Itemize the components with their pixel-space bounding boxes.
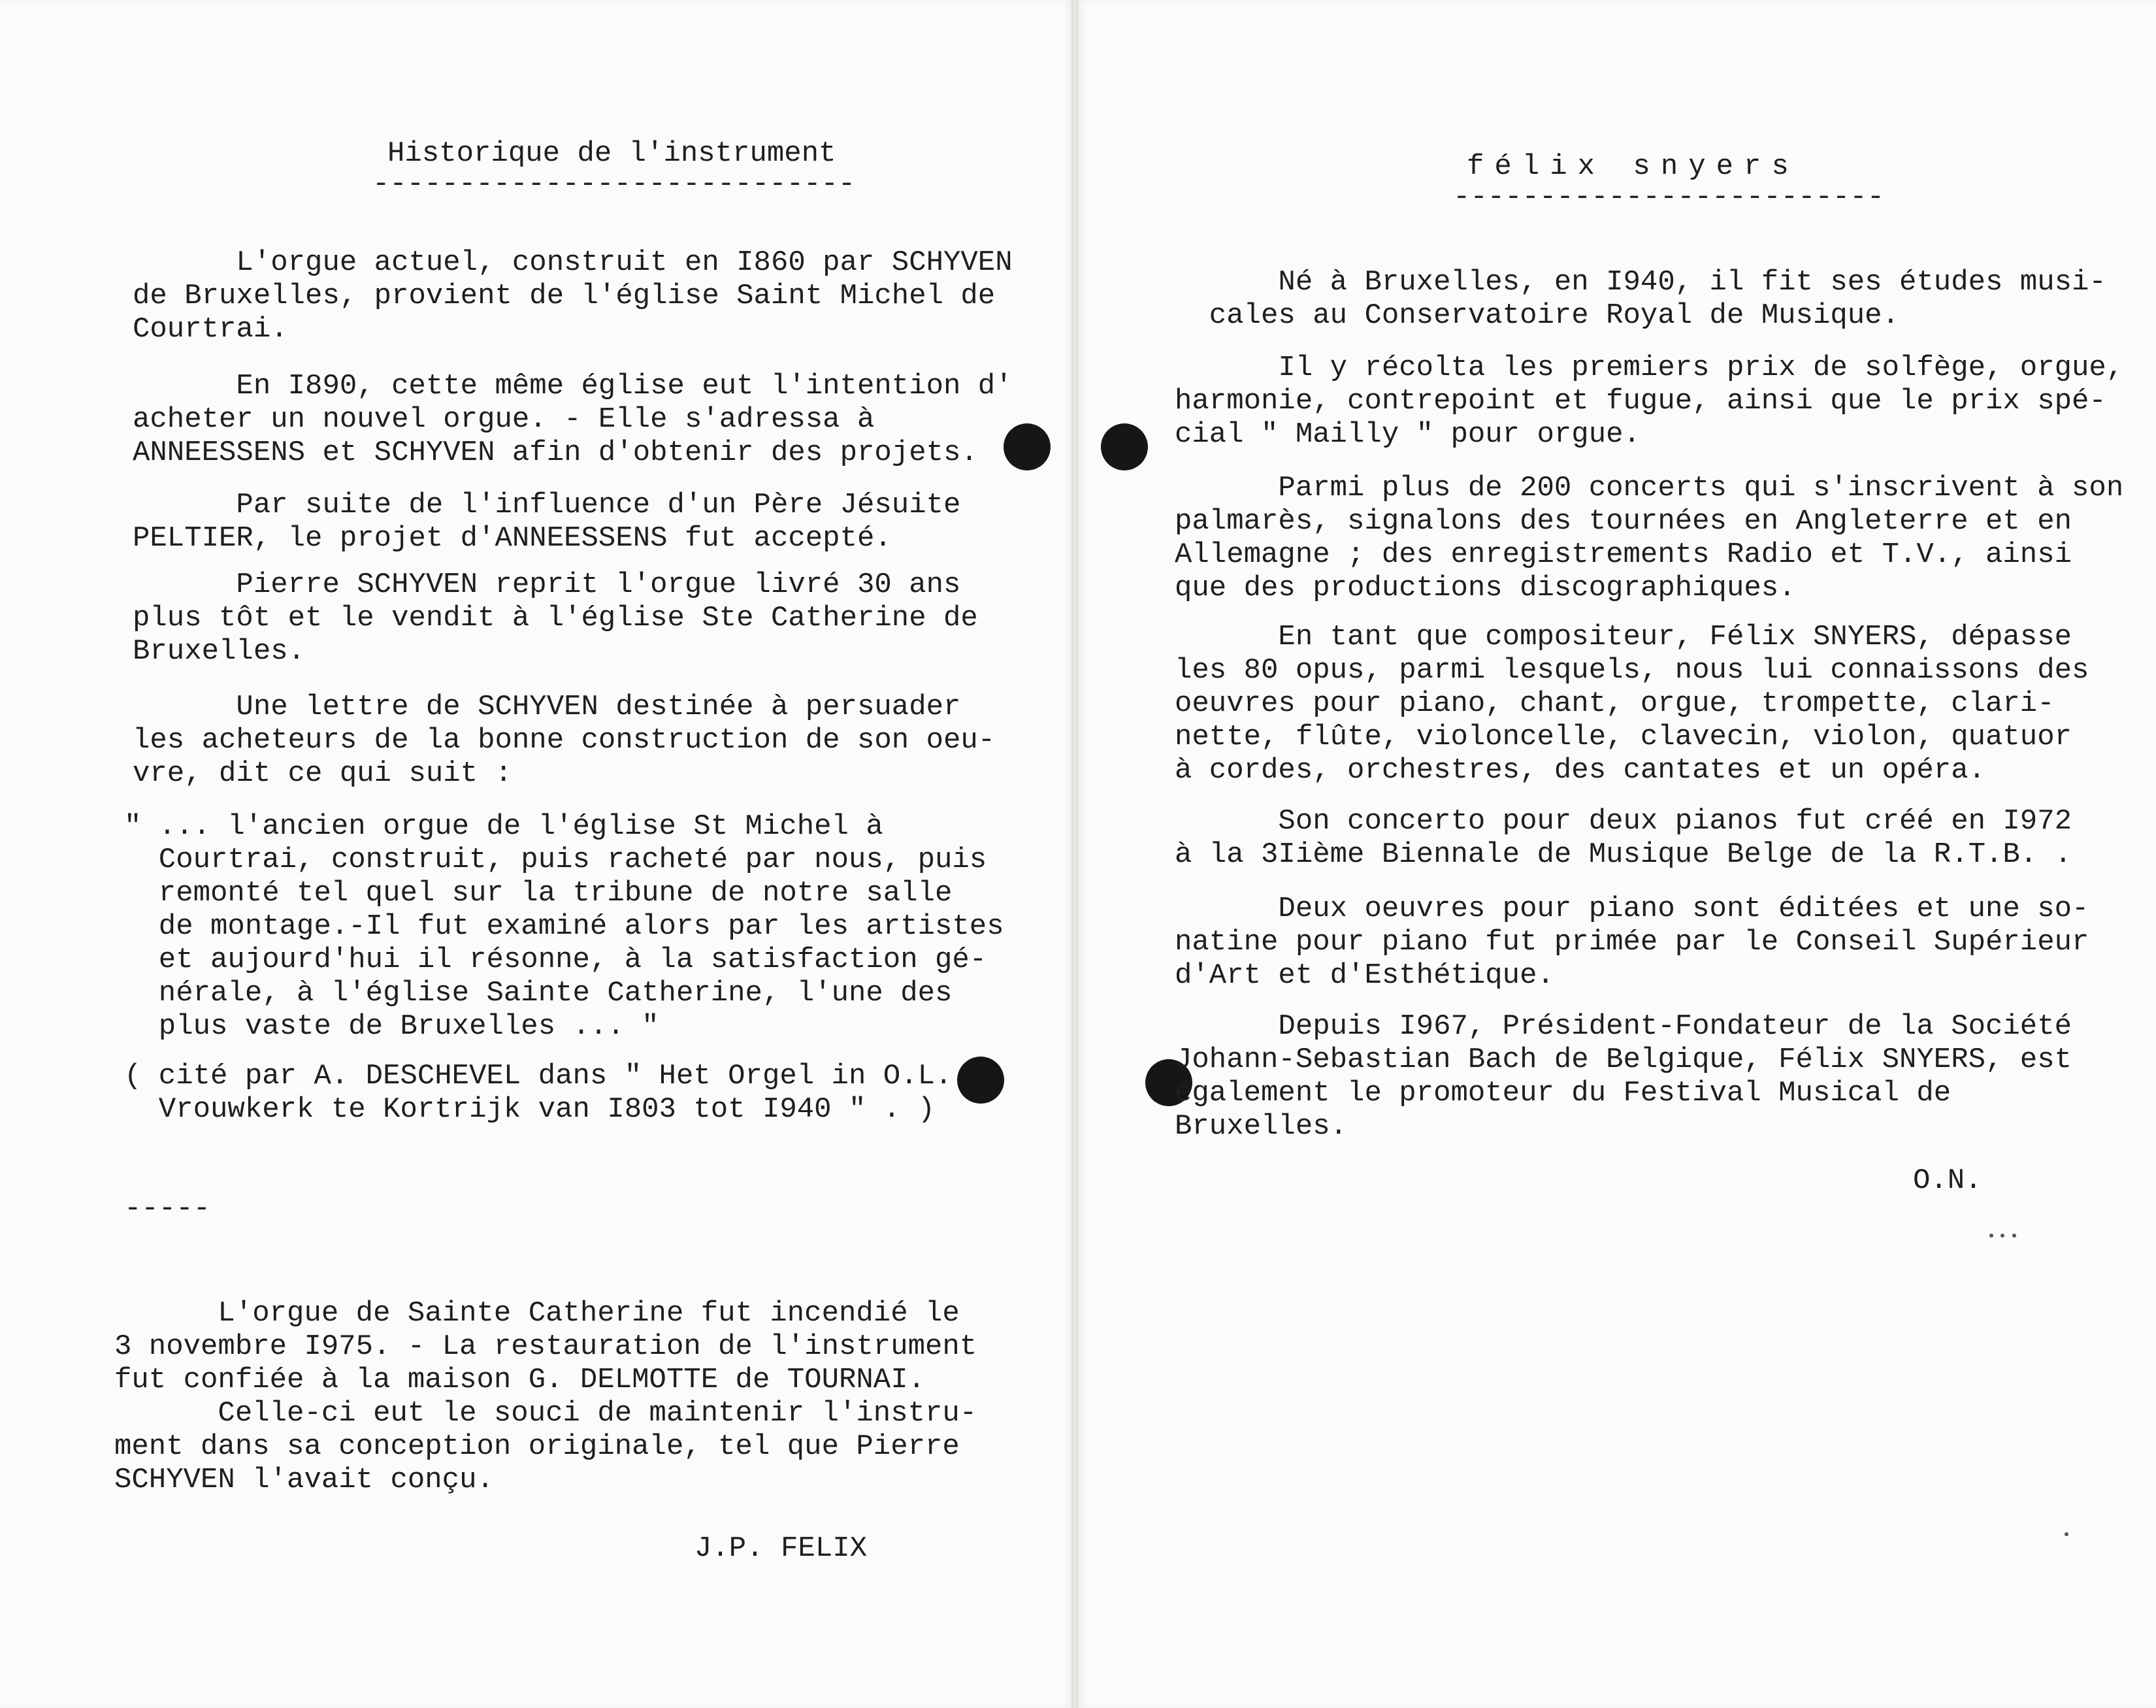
right-line-7: palmarès, signalons des tournées en Angleterre et en: [1175, 505, 2072, 538]
punch-hole: [1101, 423, 1148, 470]
punch-hole: [957, 1057, 1004, 1104]
left-line-6: ANNEESSENS et SCHYVEN afin d'obtenir des projets.: [133, 436, 978, 469]
quote-line-2: Courtrai, construit, puis racheté par nous, puis: [124, 844, 987, 876]
right-line-23: Bruxelles.: [1175, 1110, 1348, 1143]
left-line-2: de Bruxelles, provient de l'église Saint Michel de: [133, 280, 996, 312]
left-line-10: plus tôt et le vendit à l'église Ste Catherine de: [133, 602, 978, 634]
quote-line-3: remonté tel quel sur la tribune de notre salle: [124, 877, 953, 910]
left-line-27: fut confiée à la maison G. DELMOTTE de TOURNAI.: [114, 1364, 926, 1396]
left-line-7: Par suite de l'influence d'un Père Jésuite: [133, 489, 961, 521]
paper-mark: [1989, 1234, 1993, 1238]
right-title-rule: -------------------------: [1453, 181, 1885, 214]
right-line-2: cales au Conservatoire Royal de Musique.: [1175, 299, 1899, 332]
page-fold: [1071, 0, 1078, 1708]
left-page: [0, 0, 1071, 1708]
right-line-12: oeuvres pour piano, chant, orgue, trompette, clari-: [1175, 687, 2055, 720]
right-line-19: d'Art et d'Esthétique.: [1175, 959, 1554, 992]
quote-line-6: nérale, à l'église Sainte Catherine, l'une des: [124, 977, 953, 1010]
quote-line-1: " ... l'ancien orgue de l'église St Michel à: [124, 810, 883, 843]
punch-hole: [1004, 423, 1051, 470]
left-line-5: acheter un nouvel orgue. - Elle s'adressa à: [133, 403, 875, 436]
left-line-3: Courtrai.: [133, 313, 288, 346]
left-line-29: ment dans sa conception originale, tel que Pierre: [114, 1430, 960, 1463]
paper-mark: [2012, 1234, 2016, 1238]
right-line-5: cial " Mailly " pour orgue.: [1175, 418, 1641, 451]
right-line-22: également le promoteur du Festival Musical de: [1175, 1077, 1952, 1109]
right-line-16: à la 3Iième Biennale de Musique Belge de la R.T.B. .: [1175, 838, 2072, 871]
quote-line-5: et aujourd'hui il résonne, à la satisfaction gé-: [124, 944, 987, 976]
right-line-21: Johann-Sebastian Bach de Belgique, Félix SNYERS, est: [1175, 1043, 2072, 1076]
quote-line-4: de montage.-Il fut examiné alors par les artistes: [124, 910, 1004, 943]
left-line-13: les acheteurs de la bonne construction de son oeu-: [133, 724, 996, 757]
left-line-25: L'orgue de Sainte Catherine fut incendié le: [114, 1297, 960, 1330]
right-line-8: Allemagne ; des enregistrements Radio et T.V., ainsi: [1175, 538, 2072, 571]
right-line-15: Son concerto pour deux pianos fut créé en I972: [1175, 805, 2072, 838]
section-separator: -----: [124, 1192, 211, 1225]
left-line-8: PELTIER, le projet d'ANNEESSENS fut accepté.: [133, 522, 892, 555]
left-line-1: L'orgue actuel, construit en I860 par SCHYVEN: [133, 246, 1013, 279]
paper-mark: [2001, 1234, 2004, 1238]
left-title-rule: ----------------------------: [372, 168, 856, 201]
left-signature: J.P. FELIX: [694, 1532, 868, 1565]
right-line-17: Deux oeuvres pour piano sont éditées et une so-: [1175, 893, 2089, 925]
left-line-26: 3 novembre I975. - La restauration de l'instrument: [114, 1330, 977, 1363]
citation-line-1: ( cité par A. DESCHEVEL dans " Het Orgel in O.L.: [124, 1060, 953, 1092]
left-line-28: Celle-ci eut le souci de maintenir l'instru-: [114, 1397, 977, 1430]
citation-line-2: Vrouwkerk te Kortrijk van I803 tot I940 " . ): [124, 1093, 936, 1126]
right-line-10: En tant que compositeur, Félix SNYERS, dépasse: [1175, 621, 2072, 653]
left-line-4: En I890, cette même église eut l'intention d': [133, 370, 1013, 402]
right-title: félix snyers: [1467, 150, 1799, 183]
left-line-30: SCHYVEN l'avait conçu.: [114, 1464, 494, 1496]
left-line-14: vre, dit ce qui suit :: [133, 757, 512, 790]
right-line-6: Parmi plus de 200 concerts qui s'inscrivent à son: [1175, 472, 2124, 504]
right-line-11: les 80 opus, parmi lesquels, nous lui connaissons des: [1175, 654, 2089, 687]
right-line-3: Il y récolta les premiers prix de solfège, orgue,: [1175, 352, 2124, 384]
right-line-18: natine pour piano fut primée par le Conseil Supérieur: [1175, 926, 2089, 959]
right-line-13: nette, flûte, violoncelle, clavecin, violon, quatuor: [1175, 721, 2072, 753]
quote-line-7: plus vaste de Bruxelles ... ": [124, 1010, 659, 1043]
right-line-20: Depuis I967, Président-Fondateur de la Société: [1175, 1010, 2072, 1043]
paper-mark: [2065, 1532, 2068, 1536]
right-line-4: harmonie, contrepoint et fugue, ainsi que le prix spé-: [1175, 385, 2106, 418]
right-line-9: que des productions discographiques.: [1175, 572, 1796, 604]
left-line-11: Bruxelles.: [133, 635, 306, 668]
right-line-1: Né à Bruxelles, en I940, il fit ses études musi-: [1175, 266, 2106, 299]
left-line-12: Une lettre de SCHYVEN destinée à persuader: [133, 691, 961, 723]
left-title: Historique de l'instrument: [387, 137, 836, 170]
right-signature: O.N.: [1913, 1164, 1982, 1197]
left-line-9: Pierre SCHYVEN reprit l'orgue livré 30 ans: [133, 568, 961, 601]
right-page: [1078, 0, 2156, 1708]
right-line-14: à cordes, orchestres, des cantates et un opéra.: [1175, 754, 1986, 787]
